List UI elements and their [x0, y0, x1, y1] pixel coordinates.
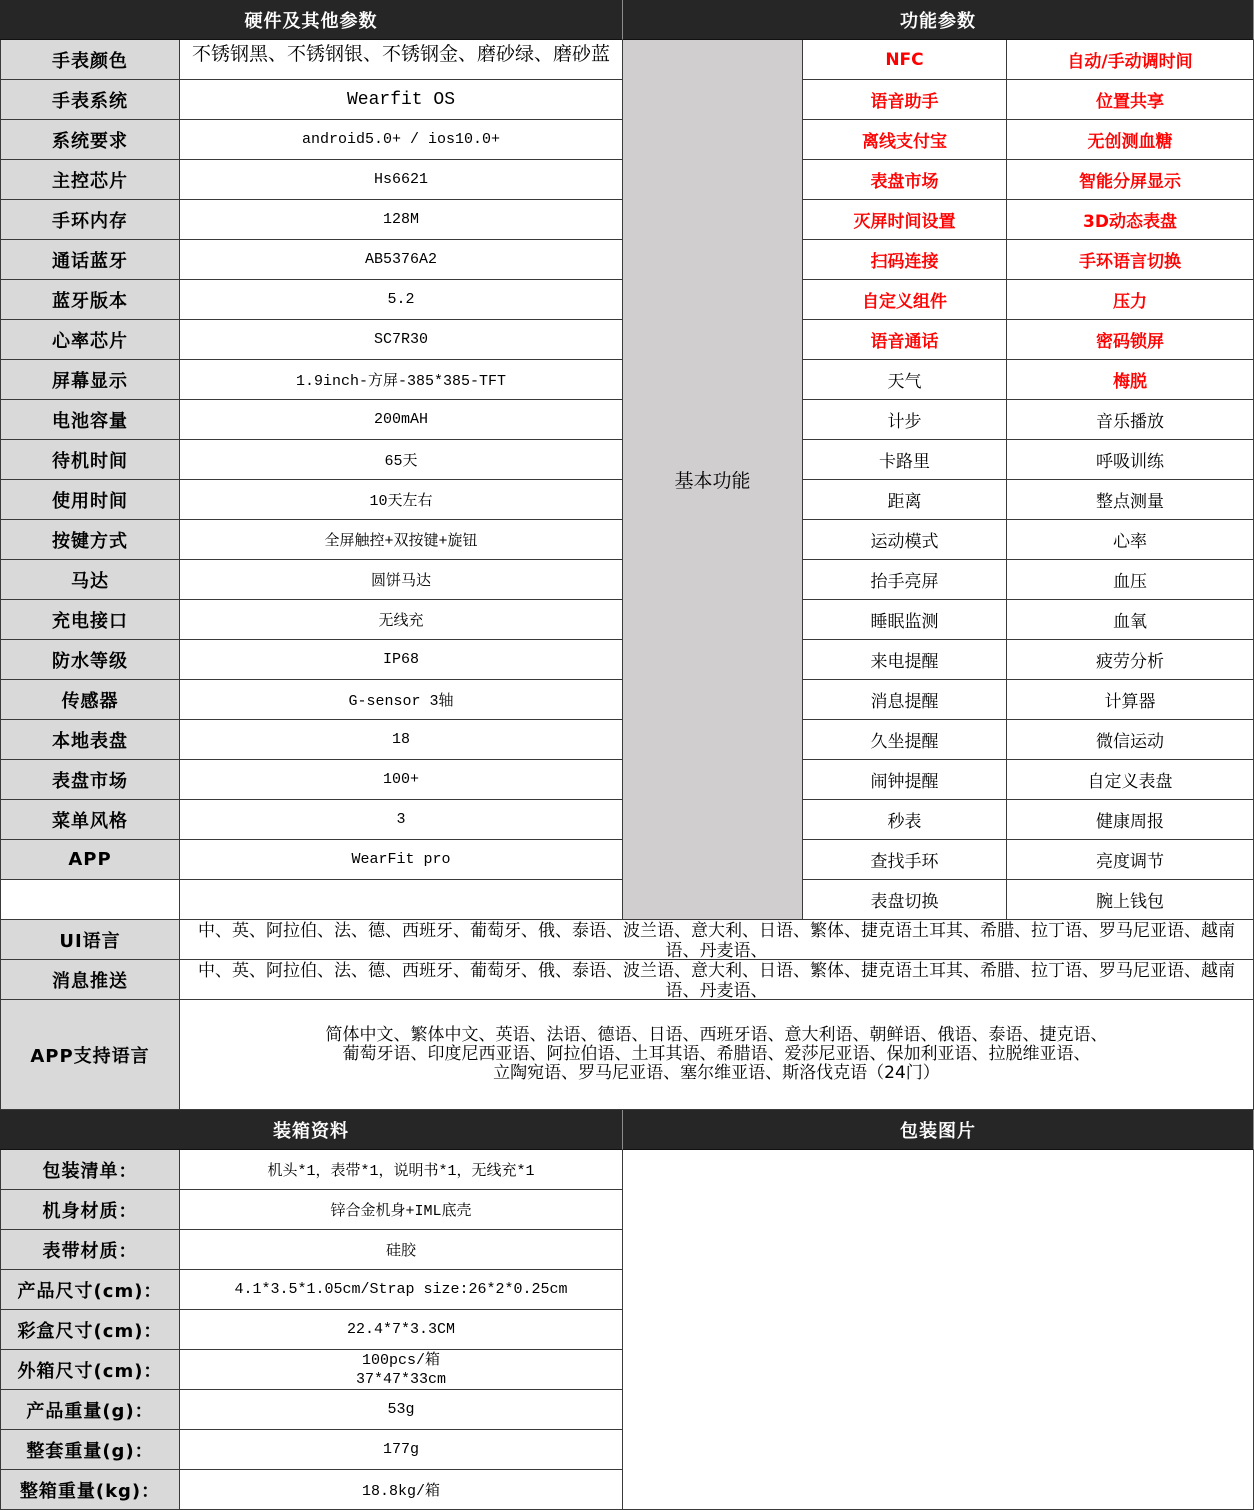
- packing-label: 产品重量(g)：: [0, 1390, 180, 1430]
- function-item: 扫码连接: [803, 240, 1007, 280]
- empty-cell: [0, 880, 180, 920]
- function-item: 抬手亮屏: [803, 560, 1007, 600]
- push-language-label: 消息推送: [0, 960, 180, 1000]
- spec-label: 手表颜色: [0, 40, 180, 80]
- spec-label: 主控芯片: [0, 160, 180, 200]
- function-item: NFC: [803, 40, 1007, 80]
- function-item: 整点测量: [1007, 480, 1254, 520]
- packing-value: 53g: [180, 1390, 623, 1430]
- function-item: 腕上钱包: [1007, 880, 1254, 920]
- spec-label: 电池容量: [0, 400, 180, 440]
- spec-label: 屏幕显示: [0, 360, 180, 400]
- function-item: 消息提醒: [803, 680, 1007, 720]
- function-item: 表盘市场: [803, 160, 1007, 200]
- app-language-label: APP支持语言: [0, 1000, 180, 1110]
- spec-value: Wearfit OS: [180, 80, 623, 120]
- function-item: 来电提醒: [803, 640, 1007, 680]
- function-item: 闹钟提醒: [803, 760, 1007, 800]
- app-language-line: 葡萄牙语、印度尼西亚语、阿拉伯语、土耳其语、希腊语、爱莎尼亚语、保加利亚语、拉脱维亚语、: [342, 1044, 1091, 1064]
- spec-value: 5.2: [180, 280, 623, 320]
- function-item: 查找手环: [803, 840, 1007, 880]
- spec-value: G-sensor 3轴: [180, 680, 623, 720]
- function-item: 血氧: [1007, 600, 1254, 640]
- spec-label: 通话蓝牙: [0, 240, 180, 280]
- spec-value: AB5376A2: [180, 240, 623, 280]
- function-item: 自定义表盘: [1007, 760, 1254, 800]
- function-item: 手环语言切换: [1007, 240, 1254, 280]
- spec-value: 100+: [180, 760, 623, 800]
- spec-label: 待机时间: [0, 440, 180, 480]
- function-item: 呼吸训练: [1007, 440, 1254, 480]
- spec-value: IP68: [180, 640, 623, 680]
- function-item: 密码锁屏: [1007, 320, 1254, 360]
- packing-value: 18.8kg/箱: [180, 1470, 623, 1510]
- packing-value-line: 37*47*33cm: [355, 1370, 446, 1388]
- function-item: 天气: [803, 360, 1007, 400]
- packing-value: 硅胶: [180, 1230, 623, 1270]
- function-item: 位置共享: [1007, 80, 1254, 120]
- spec-value: 65天: [180, 440, 623, 480]
- packing-value-line: 100pcs/箱: [361, 1351, 440, 1369]
- spec-value: 128M: [180, 200, 623, 240]
- spec-value: 无线充: [180, 600, 623, 640]
- spec-label: 蓝牙版本: [0, 280, 180, 320]
- function-item: 秒表: [803, 800, 1007, 840]
- packing-value: 锌合金机身+IML底壳: [180, 1190, 623, 1230]
- spec-value: 圆饼马达: [180, 560, 623, 600]
- ui-language-label: UI语言: [0, 920, 180, 960]
- function-item: 无创测血糖: [1007, 120, 1254, 160]
- spec-label: 使用时间: [0, 480, 180, 520]
- spec-label: 充电接口: [0, 600, 180, 640]
- spec-value: 10天左右: [180, 480, 623, 520]
- spec-label: 心率芯片: [0, 320, 180, 360]
- function-item: 卡路里: [803, 440, 1007, 480]
- function-item: 语音助手: [803, 80, 1007, 120]
- packing-value: 机头*1，表带*1，说明书*1，无线充*1: [180, 1150, 623, 1190]
- spec-value: 3: [180, 800, 623, 840]
- function-item: 梅脱: [1007, 360, 1254, 400]
- app-language-value: [180, 1000, 1254, 1110]
- function-item: 血压: [1007, 560, 1254, 600]
- packing-label: 整套重量(g)：: [0, 1430, 180, 1470]
- spec-label: 手表系统: [0, 80, 180, 120]
- spec-label: APP: [0, 840, 180, 880]
- spec-value: SC7R30: [180, 320, 623, 360]
- spec-value: android5.0+ / ios10.0+: [180, 120, 623, 160]
- function-item: 自定义组件: [803, 280, 1007, 320]
- packing-label: 彩盒尺寸(cm)：: [0, 1310, 180, 1350]
- function-item: 亮度调节: [1007, 840, 1254, 880]
- packing-label: 表带材质：: [0, 1230, 180, 1270]
- function-item: 音乐播放: [1007, 400, 1254, 440]
- packing-section-header: 装箱资料: [0, 1110, 623, 1150]
- spec-label: 按键方式: [0, 520, 180, 560]
- spec-label: 马达: [0, 560, 180, 600]
- app-language-line: 简体中文、繁体中文、英语、法语、德语、日语、西班牙语、意大利语、朝鲜语、俄语、泰语、捷克语、: [325, 1025, 1108, 1045]
- function-item: 健康周报: [1007, 800, 1254, 840]
- spec-value: 不锈钢黑、不锈钢银、不锈钢金、磨砂绿、磨砂蓝: [180, 40, 623, 80]
- function-item: 表盘切换: [803, 880, 1007, 920]
- function-item: 压力: [1007, 280, 1254, 320]
- packing-label: 机身材质：: [0, 1190, 180, 1230]
- package-image-area: [623, 1150, 1254, 1510]
- hardware-section-header: 硬件及其他参数: [0, 0, 623, 40]
- ui-language-value: 中、英、阿拉伯、法、德、西班牙、葡萄牙、俄、泰语、波兰语、意大利、日语、繁体、捷克语土耳其、希腊、拉丁语、罗马尼亚语、越南语、丹麦语、: [180, 920, 1254, 960]
- packing-value: [180, 1350, 623, 1390]
- spec-label: 手环内存: [0, 200, 180, 240]
- packing-value: 4.1*3.5*1.05cm/Strap size:26*2*0.25cm: [180, 1270, 623, 1310]
- spec-value: 全屏触控+双按键+旋钮: [180, 520, 623, 560]
- spec-value: 200mAH: [180, 400, 623, 440]
- packing-value: 177g: [180, 1430, 623, 1470]
- app-language-line: 立陶宛语、罗马尼亚语、塞尔维亚语、斯洛伐克语（24门）: [493, 1063, 940, 1083]
- spec-label: 系统要求: [0, 120, 180, 160]
- function-item: 计算器: [1007, 680, 1254, 720]
- function-item: 久坐提醒: [803, 720, 1007, 760]
- function-item: 心率: [1007, 520, 1254, 560]
- spec-value: WearFit pro: [180, 840, 623, 880]
- function-item: 疲劳分析: [1007, 640, 1254, 680]
- spec-label: 防水等级: [0, 640, 180, 680]
- empty-cell: [180, 880, 623, 920]
- spec-value: 1.9inch-方屏-385*385-TFT: [180, 360, 623, 400]
- spec-label: 表盘市场: [0, 760, 180, 800]
- function-item: 运动模式: [803, 520, 1007, 560]
- packing-label: 整箱重量(kg)：: [0, 1470, 180, 1510]
- function-item: 计步: [803, 400, 1007, 440]
- function-item: 自动/手动调时间: [1007, 40, 1254, 80]
- function-section-header: 功能参数: [623, 0, 1254, 40]
- function-item: 3D动态表盘: [1007, 200, 1254, 240]
- packing-label: 包装清单：: [0, 1150, 180, 1190]
- function-item: 微信运动: [1007, 720, 1254, 760]
- packing-label: 产品尺寸(cm)：: [0, 1270, 180, 1310]
- function-item: 智能分屏显示: [1007, 160, 1254, 200]
- function-item: 离线支付宝: [803, 120, 1007, 160]
- spec-label: 本地表盘: [0, 720, 180, 760]
- function-item: 睡眠监测: [803, 600, 1007, 640]
- spec-value: 18: [180, 720, 623, 760]
- spec-label: 菜单风格: [0, 800, 180, 840]
- function-item: 距离: [803, 480, 1007, 520]
- function-item: 灭屏时间设置: [803, 200, 1007, 240]
- push-language-value: 中、英、阿拉伯、法、德、西班牙、葡萄牙、俄、泰语、波兰语、意大利、日语、繁体、捷克语土耳其、希腊、拉丁语、罗马尼亚语、越南语、丹麦语、: [180, 960, 1254, 1000]
- function-item: 语音通话: [803, 320, 1007, 360]
- basic-functions-label: 基本功能: [623, 40, 803, 920]
- spec-value: Hs6621: [180, 160, 623, 200]
- spec-label: 传感器: [0, 680, 180, 720]
- package-image-section-header: 包装图片: [623, 1110, 1254, 1150]
- packing-value: 22.4*7*3.3CM: [180, 1310, 623, 1350]
- packing-label: 外箱尺寸(cm)：: [0, 1350, 180, 1390]
